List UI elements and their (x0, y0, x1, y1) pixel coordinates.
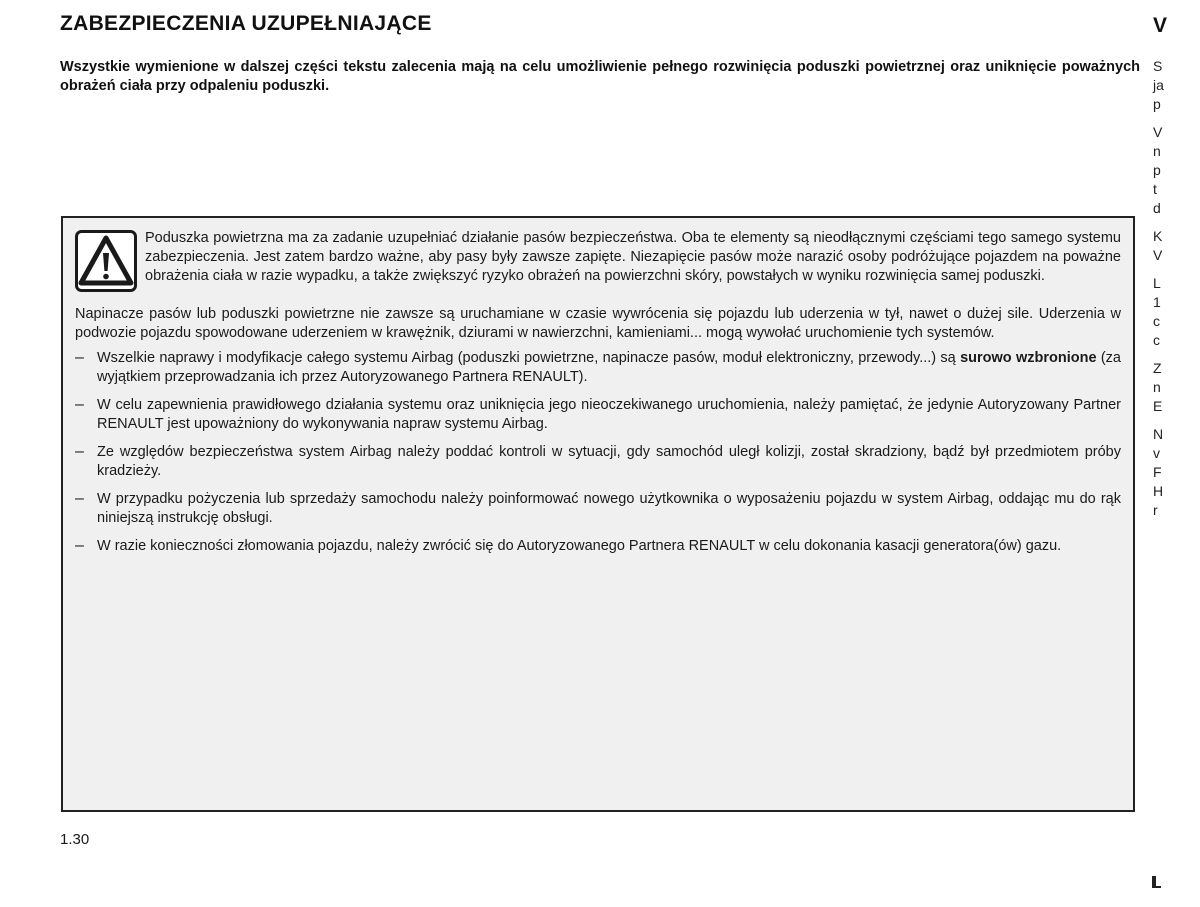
bullet-dash: – (75, 443, 84, 460)
next-page-line: v (1153, 445, 1160, 461)
next-page-line: F (1153, 464, 1162, 480)
warning-box (61, 216, 1135, 812)
bullet-item (75, 537, 1121, 556)
next-page-line: V (1153, 247, 1163, 263)
bullet-text: W celu zapewnienia prawidłowego działania systemu oraz uniknięcia jego nieoczekiwanego uruchomienia, należy pamiętać, że jedynie Autoryzowany Partner RENAULT jest upoważniony do wykonywania napraw systemu Airbag. (97, 397, 1121, 432)
bullet-text: Ze względów bezpieczeństwa system Airbag należy poddać kontroli w sytuacji, gdy samochód uległ kolizji, został skradziony, bądź był przedmiotem próby kradzieży. (97, 444, 1121, 479)
intro-paragraph: Wszystkie wymienione w dalszej części tekstu zalecenia mają na celu umożliwienie pełnego rozwinięcia poduszki powietrznej oraz uniknięcie poważnych obrażeń ciała przy odpaleniu poduszki. (60, 59, 1140, 94)
bullet-text: W razie konieczności złomowania pojazdu, należy zwrócić się do Autoryzowanego Partnera RENAULT w celu dokonania kasacji generatora(ów) gazu. (97, 538, 1062, 554)
bullet-item (75, 349, 1121, 387)
bold-emphasis: surowo wzbronione (960, 350, 1097, 366)
next-page-line: d (1153, 200, 1161, 216)
warning-bullet-list (75, 349, 1121, 556)
next-page-line: H (1153, 483, 1164, 499)
corner-crop-mark (1152, 876, 1156, 888)
next-page-line: t (1153, 181, 1157, 197)
bullet-item (75, 396, 1121, 434)
next-page-line: K (1153, 228, 1163, 244)
next-page-line: r (1153, 502, 1158, 518)
next-page-line: n (1153, 379, 1161, 395)
warning-header (75, 229, 1121, 292)
next-page-line: S (1153, 58, 1163, 74)
bullet-dash: – (75, 396, 84, 413)
next-page-line: n (1153, 143, 1161, 159)
next-page-fragment (1150, 0, 1200, 907)
next-page-line: 1 (1153, 294, 1161, 310)
bullet-text: Wszelkie naprawy i modyfikacje całego systemu Airbag (poduszki powietrzne, napinacze pasów, moduł elektroniczny, przewody...) są surowo wzbronione (za wyjątkiem przeprowadzania ich przez Autoryzowanego Partnera RENAULT). (97, 350, 1121, 385)
next-page-line: p (1153, 96, 1161, 112)
bullet-dash: – (75, 349, 84, 366)
bullet-text: W przypadku pożyczenia lub sprzedaży samochodu należy poinformować nowego użytkownika o wyposażeniu pojazdu w system Airbag, oddając mu do rąk niniejszą instrukcję obsługi. (97, 491, 1121, 526)
bullet-dash: – (75, 490, 84, 507)
next-page-line: V (1153, 124, 1163, 140)
next-page-line: L (1153, 275, 1161, 291)
bullet-item (75, 490, 1121, 528)
next-page-line: Z (1153, 360, 1162, 376)
bullet-dash: – (75, 537, 84, 554)
warning-paragraph-1: Poduszka powietrzna ma za zadanie uzupełniać działanie pasów bezpieczeństwa. Oba te elementy są nieodłącznymi częściami tego samego systemu zabezpieczenia. Jest zatem bardzo ważne, aby pasy były zawsze zapięte. Niezapięcie pasów może narazić osoby podróżujące pojazdem na poważne obrażenia ciała w razie wypadku, a także zwiększyć ryzyko obrażeń na powierzchni skóry, powstałych w wyniku rozwinięcia samej poduszki. (145, 230, 1121, 284)
next-page-line: c (1153, 313, 1160, 329)
next-page-line: p (1153, 162, 1161, 178)
page-title: ZABEZPIECZENIA UZUPEŁNIAJĄCE (60, 12, 432, 35)
page-number: 1.30 (60, 831, 90, 848)
next-page-line: ja (1153, 77, 1164, 93)
warning-paragraph-2: Napinacze pasów lub poduszki powietrzne nie zawsze są uruchamiane w czasie wywrócenia się pojazdu lub uderzenia w tył, nawet o dużej sile. Uderzenia w podwozie pojazdu spowodowane uderzeniem w krawężnik, dziurami w nawierzchni, kamieniami... mogą wywołać uruchomienie tych systemów. (75, 306, 1121, 341)
next-page-line: c (1153, 332, 1160, 348)
warning-triangle-icon (75, 230, 137, 292)
bullet-item (75, 443, 1121, 481)
next-page-line: E (1153, 398, 1163, 414)
next-page-line: N (1153, 426, 1164, 442)
next-page-title: V (1153, 14, 1168, 37)
